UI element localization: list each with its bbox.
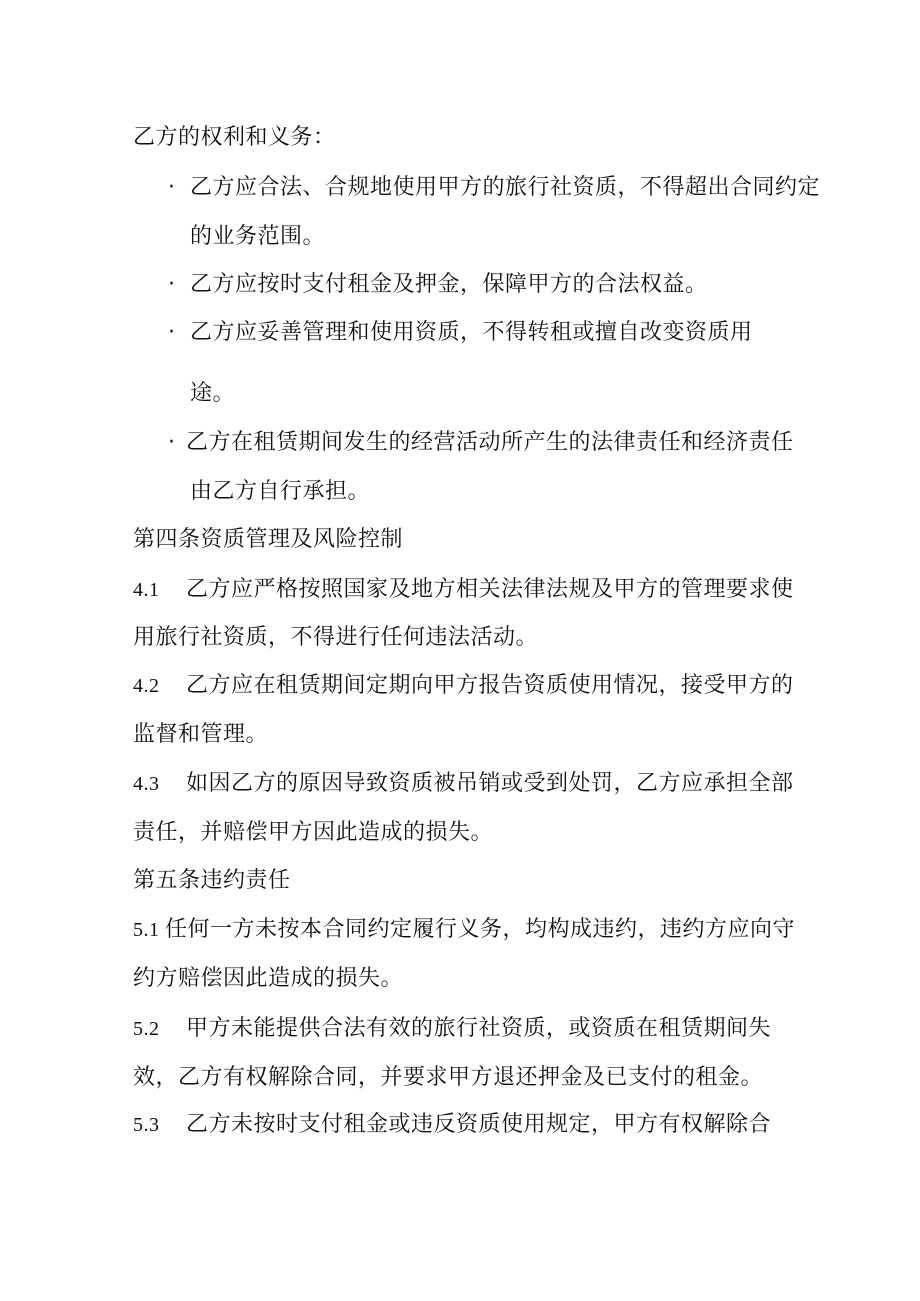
clause-line: 监督和管理。 [133, 722, 269, 747]
list-item-line: 的业务范围。 [190, 224, 326, 249]
bullet-dot: · [168, 320, 175, 345]
clause-number: 5.2 [133, 1018, 160, 1040]
clause-number: 4.1 [133, 579, 160, 601]
list-item-line: 乙方应妥善管理和使用资质，不得转租或擅自改变资质用 [190, 320, 753, 345]
clause-number: 4.3 [133, 773, 160, 795]
clause-number: 4.2 [133, 675, 160, 697]
clause-line: 乙方应严格按照国家及地方相关法律法规及甲方的管理要求使 [186, 577, 794, 602]
section-heading-party-b-rights: 乙方的权利和义务： [133, 125, 336, 150]
clause-line: 约方赔偿因此造成的损失。 [133, 966, 404, 991]
list-item-line: 乙方应合法、合规地使用甲方的旅行社资质，不得超出合同约定 [190, 175, 821, 200]
clause-line: 如因乙方的原因导致资质被吊销或受到处罚，乙方应承担全部 [186, 771, 794, 796]
clause-line: 甲方未能提供合法有效的旅行社资质，或资质在租赁期间失 [186, 1016, 772, 1041]
list-item-line: 乙方在租赁期间发生的经营活动所产生的法律责任和经济责任 [186, 430, 794, 455]
clause-line: 用旅行社资质，不得进行任何违法活动。 [133, 625, 539, 650]
bullet-dot: · [168, 272, 175, 297]
article-heading: 第五条违约责任 [133, 868, 291, 893]
clause-number: 5.3 [133, 1114, 160, 1136]
clause-line: 乙方应在租赁期间定期向甲方报告资质使用情况，接受甲方的 [186, 673, 794, 698]
clause-line: 乙方未按时支付租金或违反资质使用规定，甲方有权解除合 [186, 1112, 772, 1137]
bullet-dot: · [168, 430, 175, 455]
list-item-line: 途。 [190, 381, 236, 406]
clause-line: 任何一方未按本合同约定履行义务，均构成违约，违约方应向守 [165, 917, 796, 942]
clause-line: 效，乙方有权解除合同，并要求甲方退还押金及已支付的租金。 [133, 1065, 764, 1090]
list-item-line: 由乙方自行承担。 [190, 479, 371, 504]
bullet-dot: · [168, 175, 175, 200]
clause-line: 责任，并赔偿甲方因此造成的损失。 [133, 820, 494, 845]
article-heading: 第四条资质管理及风险控制 [133, 527, 404, 552]
list-item-line: 乙方应按时支付租金及押金，保障甲方的合法权益。 [190, 272, 708, 297]
clause-number: 5.1 [133, 919, 160, 941]
